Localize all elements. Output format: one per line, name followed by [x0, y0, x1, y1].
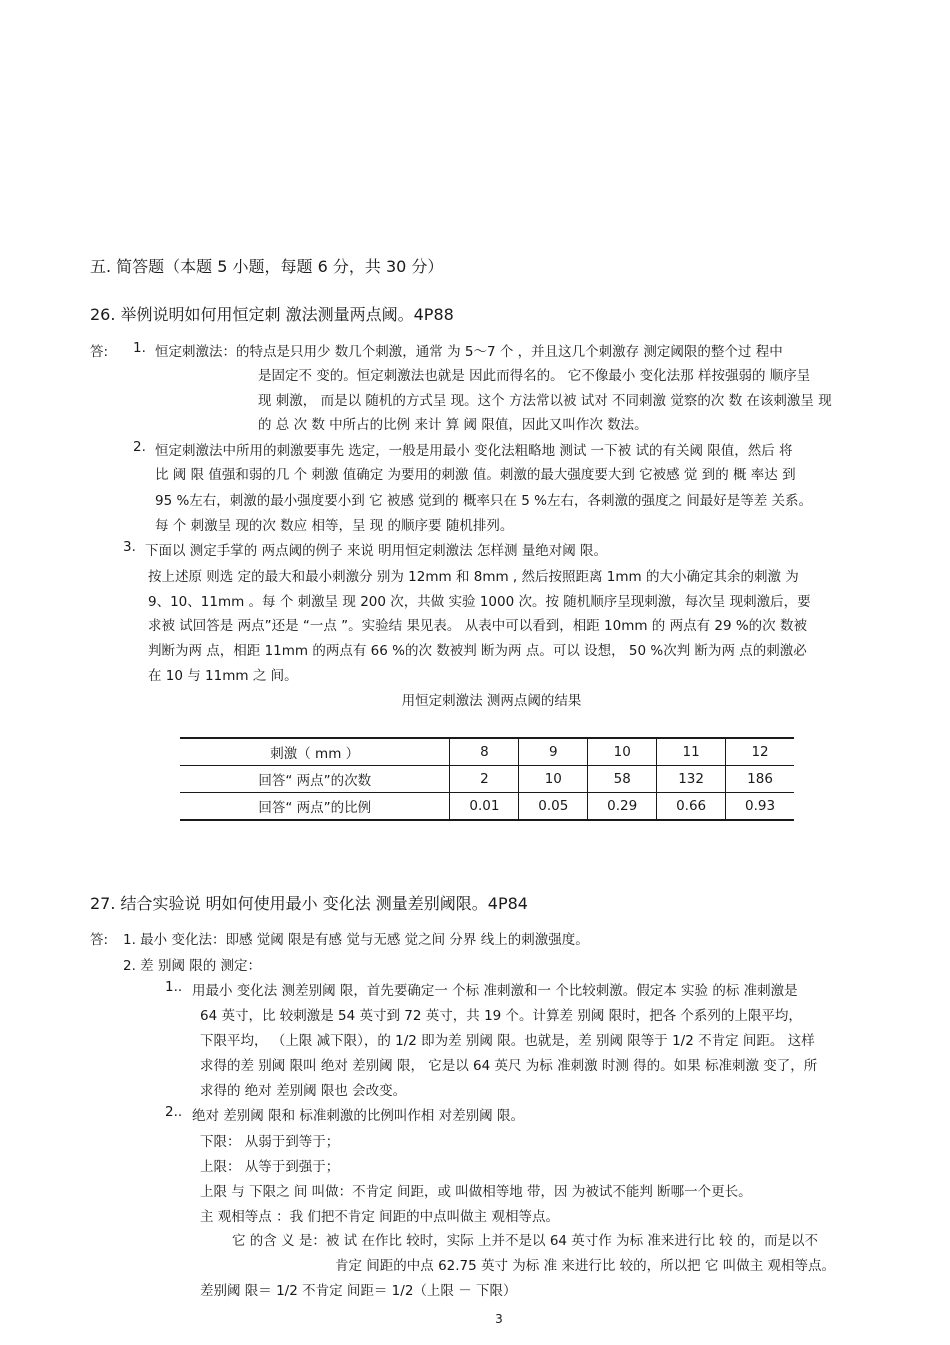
page-number: 3	[495, 1312, 503, 1326]
q27-s1-number: 1..	[165, 979, 183, 995]
q27-s1-line: 求得的差 别阈 限叫 绝对 差别阈 限， 它是以 64 英尺 为标 准刺激 时测 得的。如果 标准刺激 变了，所	[200, 1058, 818, 1074]
q26-p1-number: 1.	[133, 340, 146, 356]
table-cell: 10	[519, 766, 588, 793]
table-cell: 0.29	[588, 793, 657, 821]
q26-p3-line: 按上述原 则选 定的最大和最小刺激分 别为 12mm 和 8mm , 然后按照距离 1mm 的大小确定其余的刺激 为	[148, 569, 799, 585]
q27-meaning-line: 它 的含 义 是：被 试 在作比 较时，实际 上并不是以 64 英寸作 为标 准来进行比 较 的，而是以不	[232, 1233, 818, 1249]
q27-formula: 差别阈 限＝ 1/2 不肯定 间距＝ 1/2（上限 － 下限）	[200, 1283, 517, 1299]
q26-p1-line: 现 刺激， 而是以 随机的方式呈 现。这个 方法常以被 试对 不同刺激 觉察的次 数 在该刺激呈 现	[258, 393, 832, 409]
q27-s2-line: 主 观相等点 ：我 们把不肯定 间距的中点叫做主 观相等点。	[200, 1209, 559, 1225]
q26-p3-intro: 下面以 测定手掌的 两点阈的例子 来说 明用恒定刺激法 怎样测 量绝对阈 限。	[145, 543, 608, 559]
q26-p3-line: 9、10、11mm 。每 个 刺激呈 现 200 次，共做 实验 1000 次。按 随机顺序呈现刺激，每次呈 现刺激后，要	[148, 594, 811, 610]
question-26-title: 26. 举例说明如何用恒定刺 激法测量两点阈。4P88	[90, 305, 454, 324]
q26-p2-line: 每 个 刺激呈 现的次 数应 相等，呈 现 的顺序要 随机排列。	[155, 518, 514, 534]
q26-p2-line: 恒定刺激法中所用的刺激要事先 选定，一般是用最小 变化法粗略地 测试 一下被 试的有关阈 限值，然后 将	[155, 443, 793, 459]
table-row	[180, 738, 794, 766]
q26-p2-number: 2.	[133, 439, 146, 455]
results-table	[180, 737, 794, 821]
table-cell: 9	[519, 738, 588, 766]
table-row	[180, 766, 794, 793]
q27-answer-label: 答:	[90, 932, 109, 948]
table-cell: 132	[657, 766, 726, 793]
q27-s2-line: 绝对 差别阈 限和 标准刺激的比例叫作相 对差别阈 限。	[192, 1108, 524, 1124]
section-heading: 五. 简答题（本题 5 小题，每题 6 分，共 30 分）	[90, 257, 444, 276]
row-label: 回答“ 两点”的次数	[180, 766, 450, 793]
q26-p1-line: 恒定刺激法：的特点是只用少 数几个刺激，通常 为 5～7 个 ，并且这几个刺激存 测定阈限的整个过 程中	[155, 344, 783, 360]
q26-answer-label: 答:	[90, 344, 109, 360]
table-cell: 2	[450, 766, 519, 793]
q27-s2-number: 2..	[165, 1104, 183, 1120]
q27-s2-line: 下限： 从弱于到等于；	[200, 1134, 340, 1150]
q27-s1-line: 用最小 变化法 测差别阈 限，首先要确定一 个标 准刺激和一 个比较刺激。假定本 实验 的标 准刺激是	[192, 983, 798, 999]
table-cell: 0.01	[450, 793, 519, 821]
q26-p1-line: 的 总 次 数 中所占的比例 来计 算 阈 限值，因此又叫作次 数法。	[258, 417, 648, 433]
q26-p3-line: 判断为两 点，相距 11mm 的两点有 66 %的次 数被判 断为两 点。可以 设想， 50 %次判 断为两 点的刺激必	[148, 643, 807, 659]
q27-s2-line: 上限 与 下限之 间 叫做：不肯定 间距，或 叫做相等地 带，因 为被试不能判 断哪一个更长。	[200, 1184, 752, 1200]
q27-s1-line: 求得的 绝对 差别阈 限也 会改变。	[200, 1083, 407, 1099]
row-label: 刺激（ mm ）	[180, 738, 450, 766]
q26-p1-line: 是固定不 变的。恒定刺激法也就是 因此而得名的。 它不像最小 变化法那 样按强弱的 顺序呈	[258, 368, 811, 384]
table-cell: 0.66	[657, 793, 726, 821]
q26-p3-line: 求被 试回答是 两点”还是 “一点 ”。实验结 果见表。 从表中可以看到，相距 10mm 的 两点有 29 %的次 数被	[148, 618, 807, 634]
table-cell: 12	[726, 738, 794, 766]
table-row	[180, 793, 794, 821]
table-cell: 11	[657, 738, 726, 766]
table-caption: 用恒定刺激法 测两点阈的结果	[401, 693, 582, 709]
table-cell: 0.93	[726, 793, 794, 821]
q26-p2-line: 比 阈 限 值强和弱的几 个 刺激 值确定 为要用的刺激 值。刺激的最大强度要大到 它被感 觉 到的 概 率达 到	[155, 467, 796, 483]
q26-p3-line: 在 10 与 11mm 之 间。	[148, 668, 298, 684]
q27-line-1: 1. 最小 变化法：即感 觉阈 限是有感 觉与无感 觉之间 分界 线上的刺激强度。	[123, 932, 589, 948]
question-27-title: 27. 结合实验说 明如何使用最小 变化法 测量差别阈限。4P84	[90, 894, 528, 913]
table-cell: 186	[726, 766, 794, 793]
q27-s2-line: 上限： 从等于到强于；	[200, 1159, 340, 1175]
q26-p3-number: 3.	[123, 539, 136, 555]
row-label: 回答“ 两点”的比例	[258, 800, 372, 816]
q27-s1-line: 下限平均， （上限 减下限），的 1/2 即为差 别阈 限。也就是，差 别阈 限等于 1/2 不肯定 间距。 这样	[200, 1033, 815, 1049]
table-cell: 58	[588, 766, 657, 793]
q26-p2-line: 95 %左右，刺激的最小强度要小到 它 被感 觉到的 概率只在 5 %左右，各刺激的强度之 间最好是等差 关系。	[155, 493, 813, 509]
q27-s1-line: 64 英寸，比 较刺激是 54 英寸到 72 英寸，共 19 个。计算差 别阈 限时，把各 个系列的上限平均，	[200, 1008, 802, 1024]
table-cell: 0.05	[519, 793, 588, 821]
q27-meaning-line: 肯定 间距的中点 62.75 英寸 为标 准 来进行比 较的，所以把 它 叫做主 观相等点。	[335, 1258, 836, 1274]
table-cell: 8	[450, 738, 519, 766]
q27-line-2: 2. 差 别阈 限的 测定：	[123, 958, 262, 974]
table-cell: 10	[588, 738, 657, 766]
